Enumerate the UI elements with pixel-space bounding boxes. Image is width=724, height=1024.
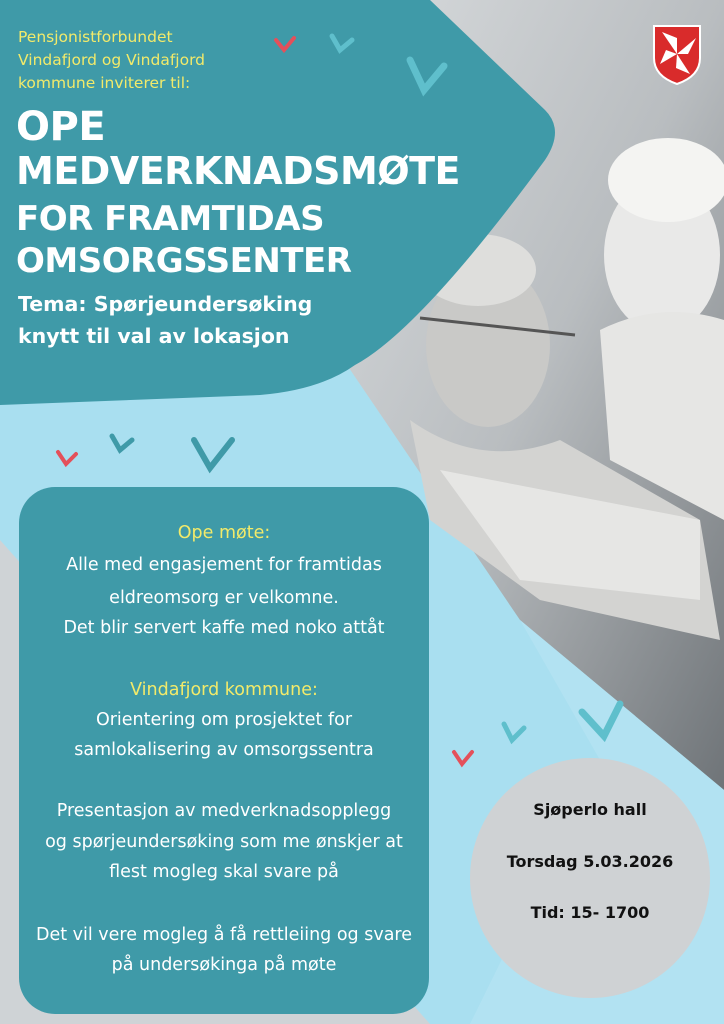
info-text: Alle med engasjement for framtidas bbox=[66, 555, 382, 575]
title-line: OMSORGSSENTER bbox=[16, 241, 352, 281]
event-time: Tid: 15- 1700 bbox=[530, 903, 650, 922]
theme-line: Tema: Spørjeundersøking bbox=[18, 292, 313, 316]
info-text: Det blir servert kaffe med noko attåt bbox=[63, 618, 385, 638]
intro-line: kommune inviterer til: bbox=[18, 74, 191, 92]
heart-icon bbox=[276, 38, 294, 50]
heart-icon bbox=[454, 752, 472, 764]
info-text: Det vil vere mogleg å få rettleiing og svare bbox=[35, 925, 413, 945]
info-text: samlokalisering av omsorgssentra bbox=[74, 740, 374, 760]
event-venue: Sjøperlo hall bbox=[533, 800, 647, 819]
info-text: flest mogleg skal svare på bbox=[109, 862, 339, 882]
section-heading: Vindafjord kommune: bbox=[130, 680, 318, 700]
heart-icon bbox=[112, 436, 132, 450]
intro-line: Pensjonistforbundet bbox=[18, 28, 173, 46]
info-text: Orientering om prosjektet for bbox=[95, 710, 353, 730]
coat-of-arms-icon bbox=[652, 24, 702, 86]
title-line: FOR FRAMTIDAS bbox=[16, 199, 325, 239]
theme-line: knytt til val av lokasjon bbox=[18, 324, 290, 348]
intro-line: Vindafjord og Vindafjord bbox=[18, 51, 206, 69]
heart-icon bbox=[332, 36, 352, 50]
info-text: på undersøkinga på møte bbox=[111, 955, 337, 975]
heart-icon bbox=[58, 452, 76, 464]
heart-icon bbox=[194, 440, 232, 468]
heart-icon bbox=[582, 704, 620, 736]
info-text: eldreomsorg er velkomne. bbox=[109, 588, 339, 608]
title-line: MEDVERKNADSMØTE bbox=[16, 149, 461, 193]
event-details-circle bbox=[470, 758, 710, 998]
heart-icon bbox=[504, 724, 524, 740]
title-line: OPE bbox=[16, 104, 106, 150]
event-date: Torsdag 5.03.2026 bbox=[506, 852, 674, 871]
heart-icon bbox=[410, 60, 444, 90]
section-heading: Ope møte: bbox=[177, 523, 271, 543]
info-text: Presentasjon av medverknadsopplegg bbox=[56, 801, 392, 821]
info-text: og spørjeundersøking som me ønskjer at bbox=[45, 832, 403, 852]
